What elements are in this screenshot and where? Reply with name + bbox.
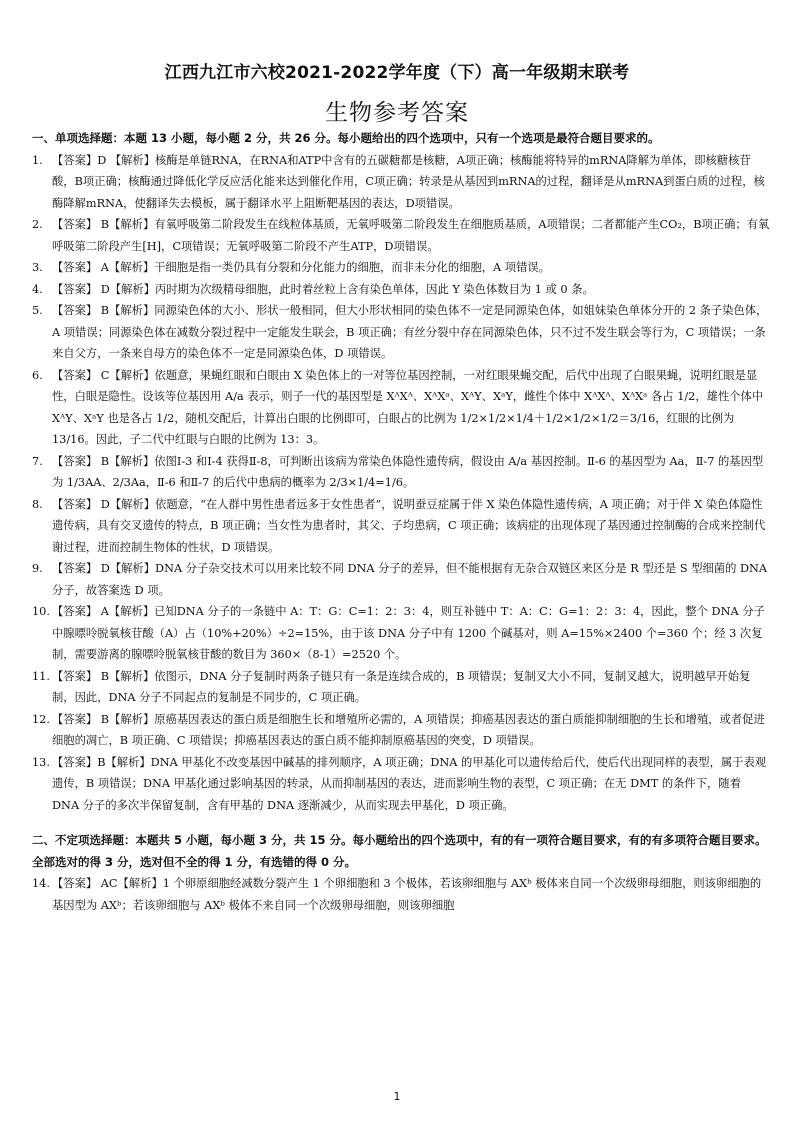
- item-number: 11.: [32, 669, 50, 683]
- answer-item: [32, 494, 770, 559]
- item-number: 3.: [32, 261, 43, 274]
- answer-item: [32, 214, 770, 257]
- answer-key-title: 生物参考答案: [325, 100, 469, 126]
- item-number: 7.: [32, 454, 43, 468]
- item-number: 5.: [32, 304, 43, 317]
- section-heading-single-choice: 一、单项选择题：本题 13 小题，每小题 2 分，共 26 分。每小题给出的四个选项中，只有一个选项是最符合题目要求的。: [32, 131, 660, 145]
- item-text: 【答案】 B【解析】有氧呼吸第二阶段发生在线粒体基质，无氧呼吸第二阶段发生在细胞质基质，A项错误；二者都能产生CO₂，B项正确；有氧呼吸第二阶段产生[H]，C项错误；无氧呼吸第二阶段不产生ATP，D项错误。: [52, 218, 770, 253]
- item-text: 【答案】 D【解析】DNA 分子杂交技术可以用来比较不同 DNA 分子的差异，但不能根据有无杂合双链区来区分是 R 型还是 S 型细菌的 DNA 分子，故答案选 D 项。: [52, 562, 768, 597]
- item-number: 10.: [32, 605, 50, 618]
- item-text: 【答案】 B【解析】同源染色体的大小、形状一般相同，但大小形状相同的染色体不一定是同源染色体，如姐妹染色单体分开的 2 条子染色体，A 项错误；同源染色体在减数分裂过程中一定能发生联会，B 项正确；有丝分裂中存在同源染色体，只不过不发生联会等行为，C 项错误；一条来自父方，一条来自母方的染色体不一定是同源染色体，D 项错误。: [52, 304, 768, 360]
- item-text: 【答案】D 【解析】核酶是单链RNA，在RNA和ATP中含有的五碳糖都是核糖，A项正确；核酶能将特异的mRNA降解为单体，即核糖核苷酸，B项正确；核酶通过降低化学反应活化能来达到催化作用，C项正确；转录是从基因到mRNA的过程，翻译是从mRNA到蛋白质的过程，核酶降解mRNA，使翻译失去模板，属于翻译水平上阻断靶基因的表达，D项错误。: [52, 153, 765, 210]
- item-number: 13.: [32, 755, 50, 769]
- item-number: 1.: [32, 153, 43, 167]
- section-heading-multiple-choice: 二、不定项选择题：本题共 5 小题，每小题 3 分，共 15 分。每小题给出的四个选项中，有的有一项符合题目要求，有的有多项符合题目要求。全部选对的得 3 分，选对但不全的得 1 分，有选错的得 0 分。: [32, 833, 767, 869]
- item-text: 【答案】 D【解析】丙时期为次级精母细胞，此时着丝粒上含有染色单体，因此 Y 染色体数目为 1 或 0 条。: [52, 282, 594, 296]
- answer-item: [32, 279, 770, 301]
- answer-item: [32, 451, 770, 494]
- answer-item: [32, 601, 770, 666]
- item-text: 【答案】B【解析】DNA 甲基化不改变基因中碱基的排列顺序，A 项正确；DNA 的甲基化可以遗传给后代，使后代出现同样的表型，属于表观遗传，B 项错误；DNA 甲基化通过影响基因的转录，从而抑制基因的表达，进而影响生物的表型，C 项正确；在无 DMT 的条件下，随着 DNA 分子的多次半保留复制，含有甲基的 DNA 逐渐减少，从而实现去甲基化，D 项正确。: [52, 755, 767, 812]
- item-text: 【答案】 A【解析】已知DNA 分子的一条链中 A：T：G：C=1：2：3：4，则互补链中 T：A：C：G=1：2：3：4，因此，整个 DNA 分子中腺嘌呤脱氧核苷酸（A）占（10%+20%）÷2=15%，由于该 DNA 分子中有 1200 个碱基对，则 A=15%×2400 个=360 个；经 3 次复制，需要游离的腺嘌呤脱氧核苷酸的数目为 360×（8-1）=2520 个。: [52, 605, 765, 661]
- item-number: 14.: [32, 877, 50, 890]
- answer-content: [32, 128, 770, 916]
- answer-item: [32, 300, 770, 365]
- item-text: 【答案】 D【解析】依题意，“在人群中男性患者远多于女性患者”，说明蚕豆症属于伴 X 染色体隐性遗传病，A 项正确；对于伴 X 染色体隐性遗传病，具有交叉遗传的特点，B 项正确；当女性为患者时，其父、子均患病，C 项正确；该病症的出现体现了基因通过控制酶的合成来控制代谢过程，进而控制生物体的性状，D 项错误。: [52, 497, 766, 554]
- item-number: 6.: [32, 368, 43, 382]
- answer-item: [32, 666, 770, 709]
- answer-item: [32, 150, 770, 215]
- item-number: 8.: [32, 497, 43, 511]
- item-text: 【答案】 B【解析】依图示，DNA 分子复制时两条子链只有一条是连续合成的，B 项错误；复制叉大小不同，复制叉越大，说明越早开始复制，因此，DNA 分子不同起点的复制是不同步的，C 项正确。: [52, 669, 751, 704]
- answer-item: [32, 257, 770, 279]
- page-number: 1: [393, 1090, 401, 1103]
- item-number: 2.: [32, 218, 43, 231]
- answer-item: [32, 873, 770, 916]
- answer-item: [32, 558, 770, 601]
- item-text: 【答案】 A【解析】干细胞是指一类仍具有分裂和分化能力的细胞，而非未分化的细胞，A 项错误。: [52, 261, 550, 274]
- item-text: 【答案】 B【解析】原癌基因表达的蛋白质是细胞生长和增殖所必需的，A 项错误；抑癌基因表达的蛋白质能抑制细胞的生长和增殖，或者促进细胞的凋亡，B 项正确、C 项错误；抑癌基因表达的蛋白质不能抑制原癌基因的突变，D 项错误。: [52, 712, 765, 747]
- answer-item: [32, 709, 770, 752]
- item-number: 4.: [32, 282, 43, 296]
- item-text: 【答案】 AC【解析】1 个卵原细胞经减数分裂产生 1 个卵细胞和 3 个极体，若该卵细胞与 AXᵇ 极体来自同一个次级卵母细胞，则该卵细胞的基因型为 AXᵇ；若该卵细胞与 AXᵇ 极体不来自同一个次级卵母细胞，则该卵细胞: [52, 877, 762, 912]
- item-text: 【答案】 B【解析】依图Ⅰ-3 和Ⅰ-4 获得Ⅱ-8，可判断出该病为常染色体隐性遗传病，假设由 A/a 基因控制。Ⅱ-6 的基因型为 Aa，Ⅱ-7 的基因型为 1/3AA、2/3Aa，Ⅱ-6 和Ⅱ-7 的后代中患病的概率为 2/3×1/4=1/6。: [52, 454, 764, 489]
- exam-title: 江西九江市六校2021-2022学年度（下）高一年级期末联考: [164, 63, 630, 83]
- answer-item: [32, 365, 770, 451]
- item-text: 【答案】 C【解析】依题意，果蝇红眼和白眼由 X 染色体上的一对等位基因控制，一对红眼果蝇交配，后代中出现了白眼果蝇，说明红眼是显性，白眼是隐性。设该等位基因用 A/a 表示，则子一代的基因型是 XᴬXᴬ、XᴬXᵃ、XᴬY、XᵃY，雌性个体中 XᴬXᴬ、XᴬXᵃ 各占 1/2，雄性个体中 XᴬY、XᵃY 也是各占 1/2，随机交配后，计算出白眼的比例即可，白眼占的比例为 1/2×1/2×1/4＋1/2×1/2×1/2＝3/16，红眼的比例为 13/16。因此，子二代中红眼与白眼的比例为 13：3。: [52, 368, 764, 446]
- item-number: 9.: [32, 562, 43, 575]
- answer-item: [32, 752, 770, 817]
- item-number: 12.: [32, 712, 50, 726]
